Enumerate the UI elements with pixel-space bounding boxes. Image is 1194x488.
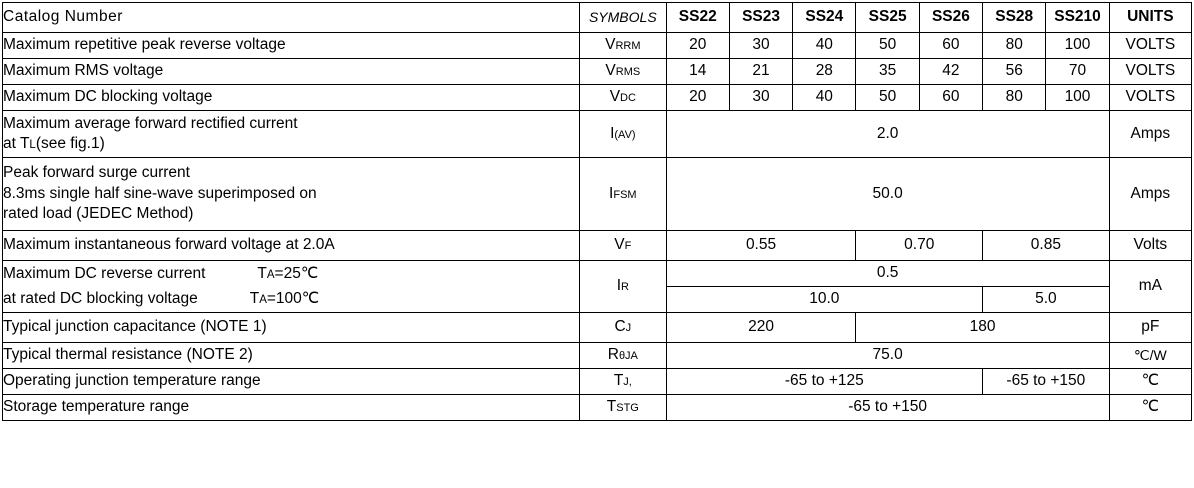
description-line-2: at TL(see fig.1) — [3, 135, 105, 152]
cell-value: 14 — [666, 59, 729, 85]
row-symbol: VRMS — [580, 59, 667, 85]
cell-value: 100 — [1046, 85, 1109, 111]
cell-value: 30 — [729, 33, 792, 59]
cell-value-group: 0.55 — [666, 231, 856, 261]
table-row-ir-25c — [3, 261, 1192, 287]
cell-value: 20 — [666, 33, 729, 59]
header-catalog-number: Catalog Number — [3, 3, 580, 33]
cell-value: 100 — [1046, 33, 1109, 59]
table-row-vf — [3, 231, 1192, 261]
cell-value: 60 — [919, 85, 982, 111]
cell-value-group: 10.0 — [666, 287, 982, 313]
row-description: Maximum RMS voltage — [3, 59, 580, 85]
header-units: UNITS — [1109, 3, 1191, 33]
row-symbol: VRRM — [580, 33, 667, 59]
row-unit: VOLTS — [1109, 85, 1191, 111]
header-part-ss23: SS23 — [729, 3, 792, 33]
row-symbol: IR — [580, 261, 667, 313]
row-description — [3, 111, 580, 158]
header-part-ss210: SS210 — [1046, 3, 1109, 33]
header-part-ss28: SS28 — [983, 3, 1046, 33]
table-row-cj — [3, 313, 1192, 343]
row-symbol: VDC — [580, 85, 667, 111]
cell-value: 56 — [983, 59, 1046, 85]
table-row-tstg — [3, 395, 1192, 421]
cell-value: 20 — [666, 85, 729, 111]
cell-value: 40 — [793, 33, 856, 59]
cell-value-group: 220 — [666, 313, 856, 343]
row-unit: VOLTS — [1109, 59, 1191, 85]
cell-value-group: 0.70 — [856, 231, 983, 261]
header-part-ss22: SS22 — [666, 3, 729, 33]
row-description — [3, 261, 580, 287]
row-unit: mA — [1109, 261, 1191, 313]
table-row-tj — [3, 369, 1192, 395]
description-line-1: Peak forward surge current — [3, 164, 190, 182]
cell-value-group: -65 to +150 — [983, 369, 1110, 395]
row-symbol: VF — [580, 231, 667, 261]
cell-value-group: 5.0 — [983, 287, 1110, 313]
row-unit: Volts — [1109, 231, 1191, 261]
cell-value: 42 — [919, 59, 982, 85]
table-row-ifsm — [3, 158, 1192, 231]
cell-value: 40 — [793, 85, 856, 111]
cell-value-group: 180 — [856, 313, 1109, 343]
row-description: Maximum repetitive peak reverse voltage — [3, 33, 580, 59]
row-symbol: I(AV) — [580, 111, 667, 158]
cell-value: 80 — [983, 33, 1046, 59]
row-unit: Amps — [1109, 158, 1191, 231]
row-unit: ℃ — [1109, 395, 1191, 421]
header-symbols: SYMBOLS — [580, 3, 667, 33]
cell-value-span: 50.0 — [666, 158, 1109, 231]
row-description: Typical thermal resistance (NOTE 2) — [3, 343, 580, 369]
description-line-3: rated load (JEDEC Method) — [3, 205, 194, 223]
cell-value: 30 — [729, 85, 792, 111]
row-symbol: IFSM — [580, 158, 667, 231]
cell-value-span: 75.0 — [666, 343, 1109, 369]
row-description — [3, 158, 580, 231]
table-row-vrrm — [3, 33, 1192, 59]
row-description: Typical junction capacitance (NOTE 1) — [3, 313, 580, 343]
row-description: Operating junction temperature range — [3, 369, 580, 395]
table-row-rthja — [3, 343, 1192, 369]
description-line-1: Maximum average forward rectified current — [3, 114, 298, 132]
header-part-ss26: SS26 — [919, 3, 982, 33]
row-symbol: TSTG — [580, 395, 667, 421]
cell-value-group: 0.85 — [983, 231, 1110, 261]
cell-value-span: 0.5 — [666, 261, 1109, 287]
row-description — [3, 287, 580, 313]
cell-value: 28 — [793, 59, 856, 85]
datasheet-spec-sheet — [0, 2, 1194, 488]
header-part-ss24: SS24 — [793, 3, 856, 33]
cell-value-span: 2.0 — [666, 111, 1109, 158]
description-line-1: Maximum DC reverse current TA=25℃ — [3, 264, 319, 282]
electrical-characteristics-table — [2, 2, 1192, 421]
table-row-vrms — [3, 59, 1192, 85]
row-description: Storage temperature range — [3, 395, 580, 421]
description-line-2: 8.3ms single half sine-wave superimposed on — [3, 184, 317, 202]
cell-value: 50 — [856, 33, 919, 59]
cell-value-group: -65 to +125 — [666, 369, 982, 395]
row-unit: pF — [1109, 313, 1191, 343]
cell-value: 80 — [983, 85, 1046, 111]
table-row-vdc — [3, 85, 1192, 111]
description-line-2: at rated DC blocking voltage TA=100℃ — [3, 290, 320, 308]
row-description: Maximum instantaneous forward voltage at 2.0A — [3, 231, 580, 261]
cell-value: 60 — [919, 33, 982, 59]
row-unit: Amps — [1109, 111, 1191, 158]
row-symbol: CJ — [580, 313, 667, 343]
cell-value: 50 — [856, 85, 919, 111]
table-header-row — [3, 3, 1192, 33]
cell-value-span: -65 to +150 — [666, 395, 1109, 421]
row-symbol: RθJA — [580, 343, 667, 369]
cell-value: 35 — [856, 59, 919, 85]
table-row-iav — [3, 111, 1192, 158]
row-description: Maximum DC blocking voltage — [3, 85, 580, 111]
row-unit: ℃ — [1109, 369, 1191, 395]
cell-value: 70 — [1046, 59, 1109, 85]
row-unit: ℃/W — [1109, 343, 1191, 369]
header-part-ss25: SS25 — [856, 3, 919, 33]
row-symbol: TJ, — [580, 369, 667, 395]
row-unit: VOLTS — [1109, 33, 1191, 59]
cell-value: 21 — [729, 59, 792, 85]
